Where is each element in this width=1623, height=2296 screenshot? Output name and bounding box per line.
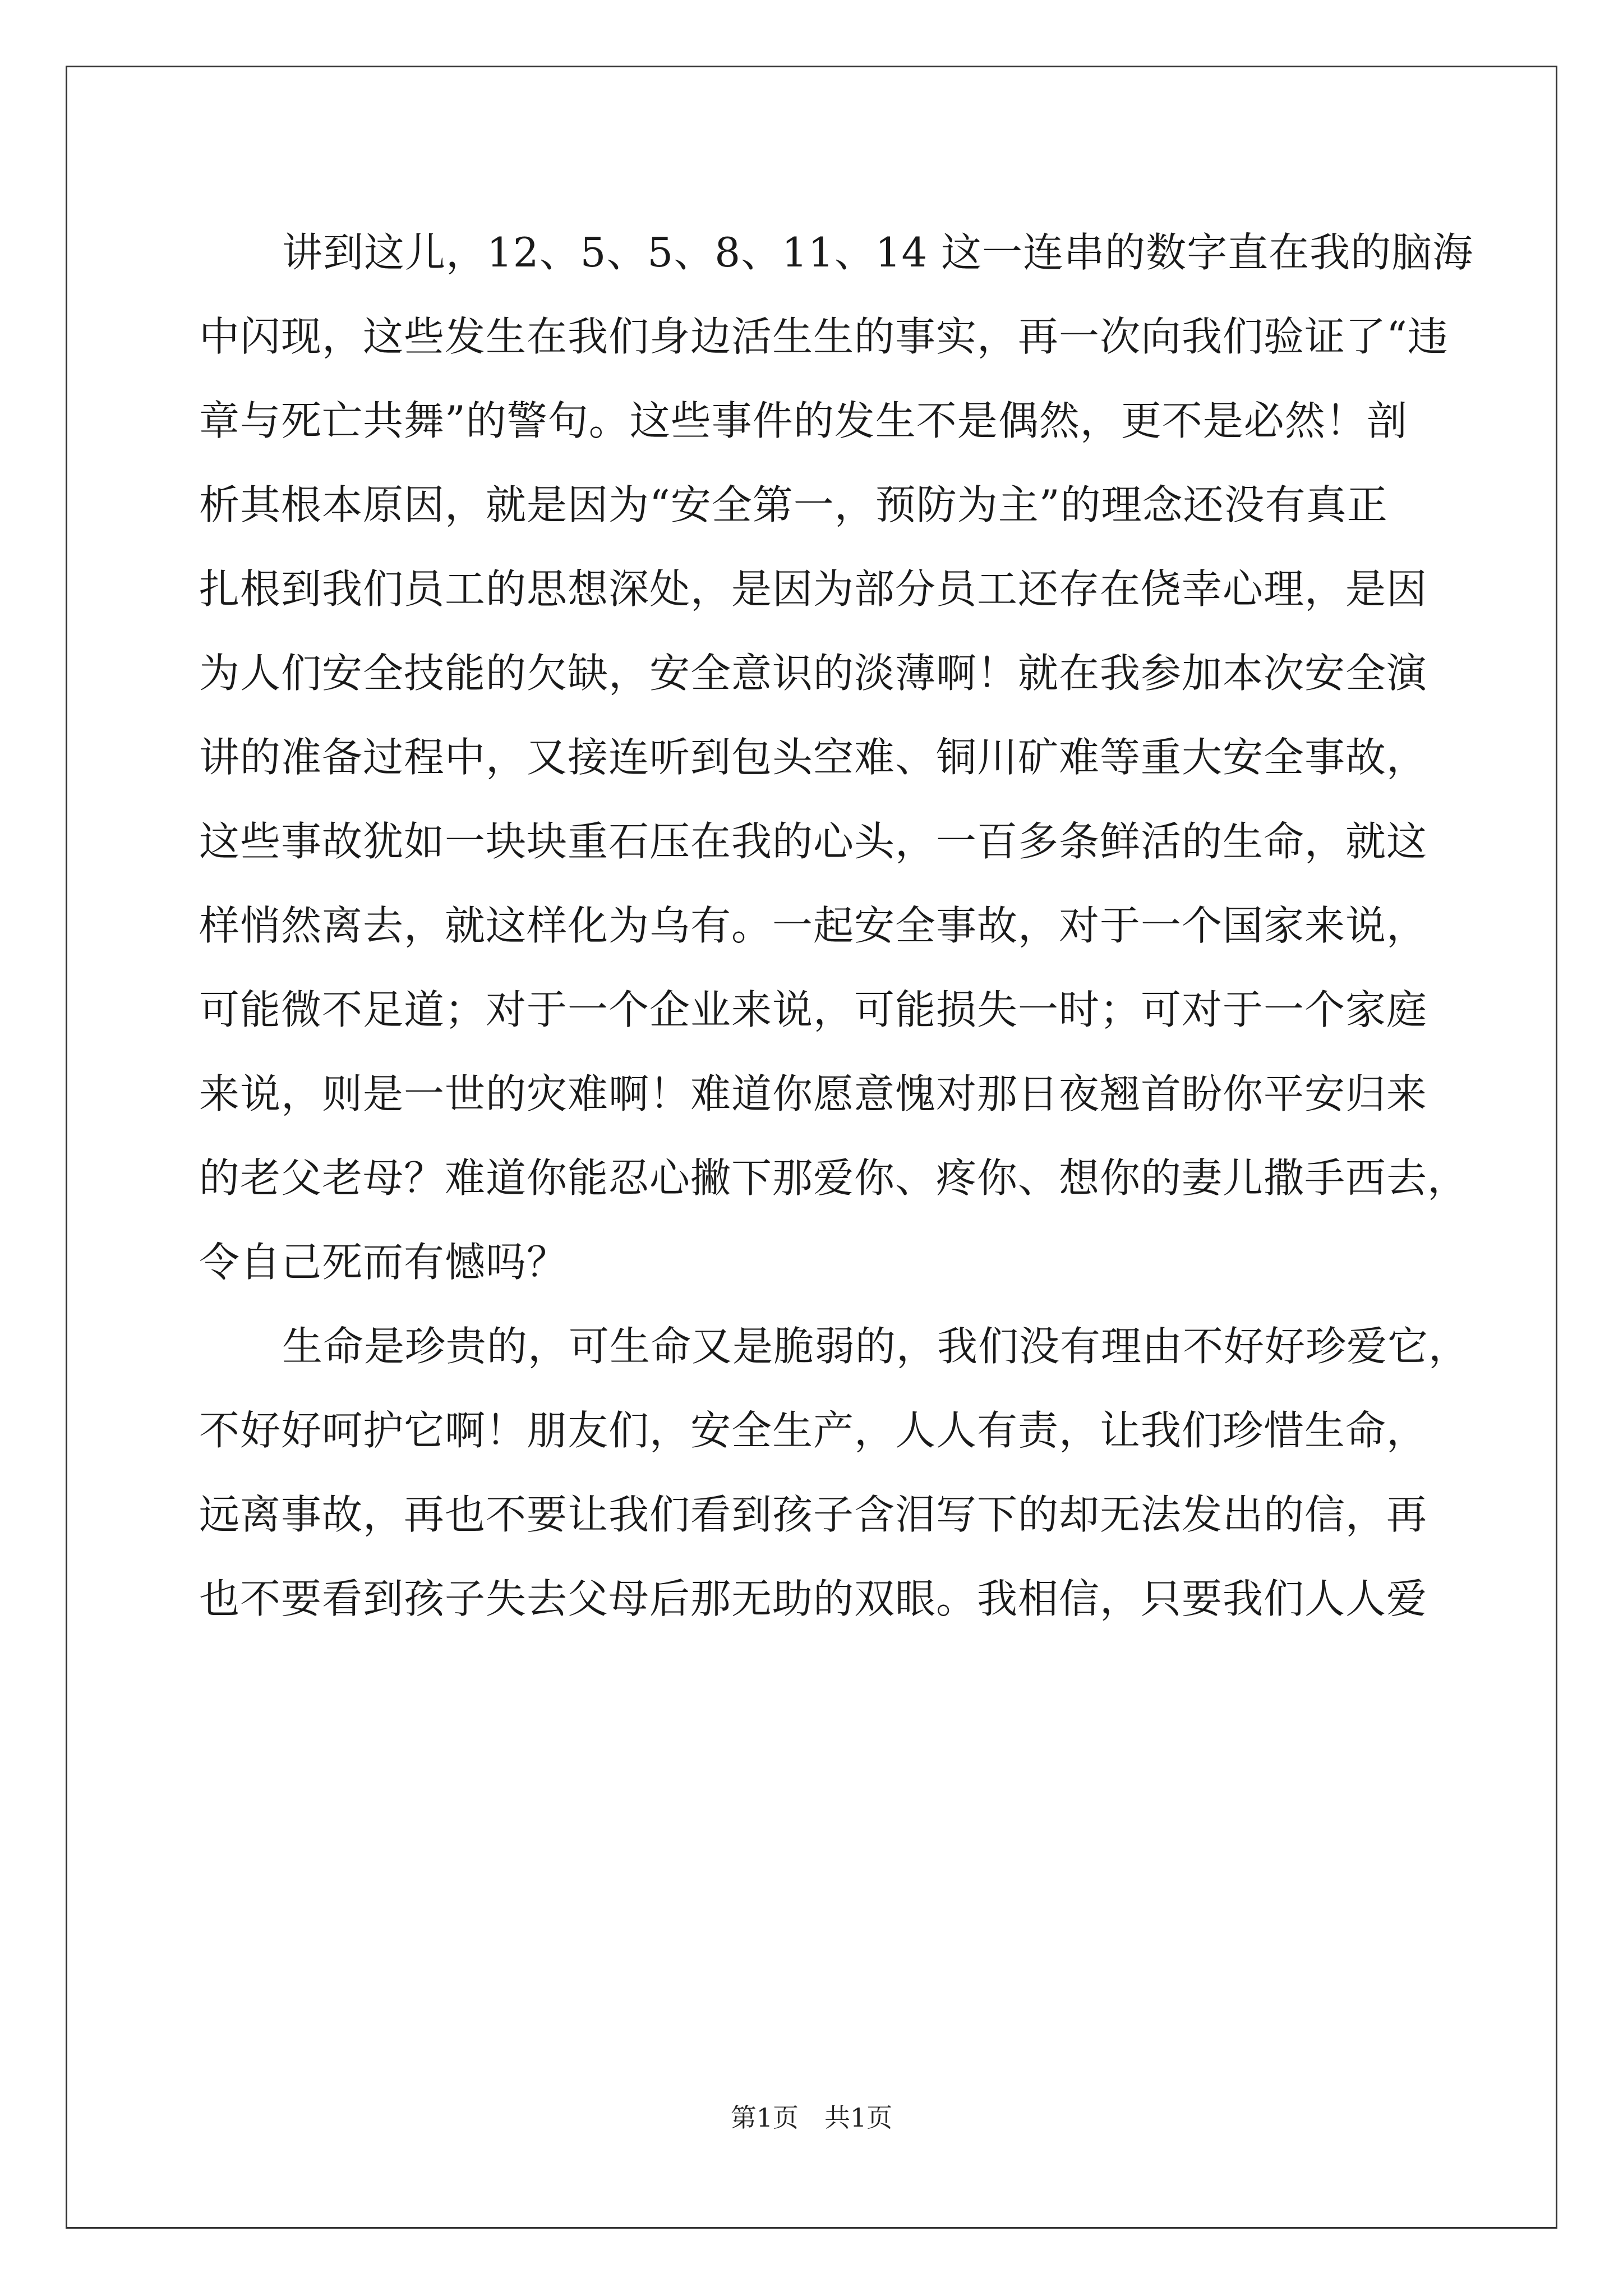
paragraph-1-line-2: 中闪现，这些发生在我们身边活生生的事实，再一次向我们验证了“违 <box>199 313 1449 360</box>
paragraph-1-line-8: 这些事故犹如一块块重石压在我的心头，一百多条鲜活的生命，就这 <box>199 818 1428 865</box>
paragraph-1-line-12: 的老父老母？难道你能忍心撇下那爱你、疼你、想你的妻儿撒手西去， <box>199 1154 1469 1202</box>
paragraph-1-line-5: 扎根到我们员工的思想深处，是因为部分员工还存在侥幸心理，是因 <box>199 565 1428 613</box>
paragraph-2-line-3: 远离事故，再也不要让我们看到孩子含泪写下的却无法发出的信，再 <box>199 1491 1428 1538</box>
paragraph-1-line-9: 样悄然离去，就这样化为乌有。一起安全事故，对于一个国家来说， <box>199 902 1428 949</box>
paragraph-1-line-10: 可能微不足道；对于一个企业来说，可能损失一时；可对于一个家庭 <box>199 986 1428 1033</box>
paragraph-1-line-3: 章与死亡共舞”的警句。这些事件的发生不是偶然，更不是必然！剖 <box>199 397 1408 444</box>
paragraph-1-line-4: 析其根本原因，就是因为“安全第一，预防为主”的理念还没有真正 <box>199 481 1388 528</box>
paragraph-2-line-4: 也不要看到孩子失去父母后那无助的双眼。我相信，只要我们人人爱 <box>199 1575 1428 1622</box>
paragraph-1-line-7: 讲的准备过程中，又接连听到包头空难、铜川矿难等重大安全事故， <box>199 734 1428 781</box>
page-number-footer: 第1页 共1页 <box>730 2102 893 2133</box>
paragraph-2-line-2: 不好好呵护它啊！朋友们，安全生产，人人有责，让我们珍惜生命， <box>199 1407 1428 1454</box>
paragraph-1-line-6: 为人们安全技能的欠缺，安全意识的淡薄啊！就在我参加本次安全演 <box>199 650 1428 697</box>
paragraph-1-line-13: 令自己死而有憾吗？ <box>199 1239 568 1286</box>
paragraph-2-line-1: 生命是珍贵的，可生命又是脆弱的，我们没有理由不好好珍爱它， <box>282 1323 1470 1370</box>
paragraph-1-line-1: 讲到这儿，12、5、5、8、11、14 这一连串的数字直在我的脑海 <box>282 229 1474 276</box>
paragraph-1-line-11: 来说，则是一世的灾难啊！难道你愿意愧对那日夜翘首盼你平安归来 <box>199 1070 1428 1117</box>
document-body <box>199 210 1474 1641</box>
